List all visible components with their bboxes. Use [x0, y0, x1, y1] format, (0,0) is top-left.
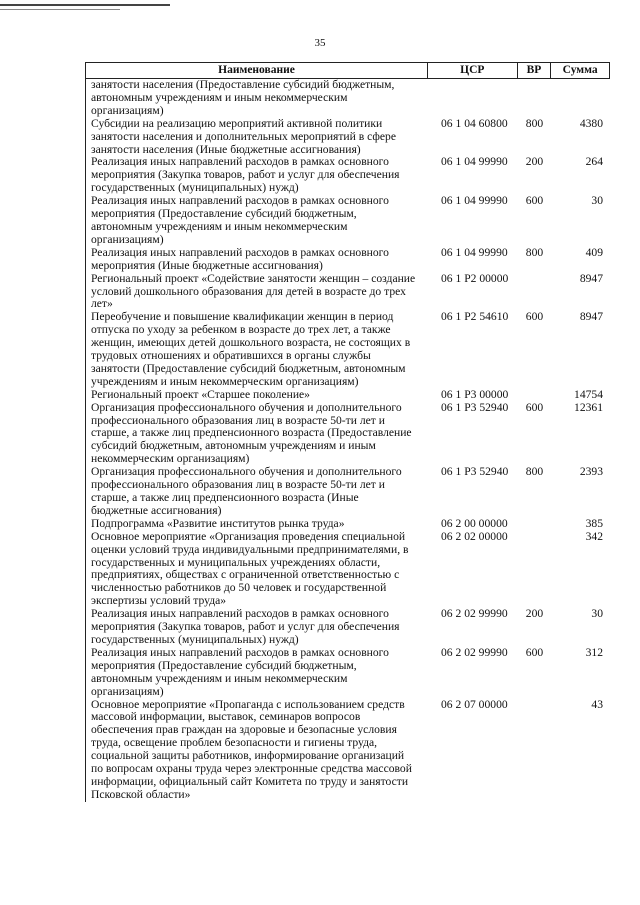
- table-row: [86, 247, 610, 273]
- row-name-line: Основное мероприятие «Пропаганда с использованием средств: [91, 697, 405, 711]
- row-sum: 385: [585, 516, 603, 530]
- row-sum: 2393: [579, 465, 603, 479]
- row-name-line: старше, а также лиц предпенсионного возраста (Иные: [91, 491, 359, 504]
- row-sum: 8947: [579, 310, 603, 324]
- row-name-line: социальной защиты работников, информирование организаций: [91, 749, 405, 763]
- header-vr: ВР: [518, 63, 552, 78]
- table-row: [86, 195, 610, 247]
- row-name: [86, 518, 429, 531]
- row-sum: [551, 79, 609, 118]
- row-name-line: профессионального образования лиц в возрасте 50-ти лет и: [91, 413, 385, 427]
- row-name-line: организациям): [91, 684, 164, 698]
- row-name-line: профессионального образования лиц в возрасте 50-ти лет и: [91, 478, 385, 492]
- row-vr: 800: [525, 116, 544, 130]
- row-vr: [518, 518, 551, 531]
- row-name-line: по вопросам охраны труда через электронные средства массовой: [91, 762, 412, 776]
- row-name-line: отпуска по уходу за ребенком в возрасте до трех лет, а также: [91, 323, 391, 337]
- row-sum: 312: [585, 645, 603, 659]
- row-sum: 30: [591, 607, 603, 621]
- row-sum: 409: [585, 245, 603, 259]
- row-name: [86, 466, 429, 518]
- row-name-line: государственных и муниципальных учреждениях области,: [91, 555, 381, 569]
- row-name: [86, 608, 429, 647]
- row-name-line: лет»: [91, 297, 113, 311]
- table-row: [86, 699, 610, 802]
- row-name-line: занятости (Предоставление субсидий бюджетным, автономным: [91, 361, 406, 375]
- row-csr: 06 1 P3 52940: [441, 465, 509, 479]
- row-vr: [518, 531, 551, 608]
- row-name-line: мероприятия (Закупка товаров, работ и услуг для обеспечения: [91, 620, 400, 634]
- table-header: [85, 62, 610, 79]
- row-csr: 06 1 04 99990: [441, 155, 508, 169]
- row-csr: 06 2 00 00000: [441, 516, 508, 530]
- row-name-line: экспертизы условий труда»: [91, 594, 227, 608]
- row-name: [86, 247, 429, 273]
- row-name-line: автономным учреждениям и иным некоммерческим: [91, 671, 348, 685]
- row-name: [86, 118, 429, 157]
- row-name: [86, 273, 429, 312]
- row-csr: 06 2 02 99990: [441, 607, 508, 621]
- row-name: [86, 647, 429, 699]
- row-vr: [518, 273, 551, 312]
- row-csr: 06 1 04 60800: [441, 116, 508, 130]
- table-row: [86, 156, 610, 195]
- row-vr: 600: [525, 400, 544, 414]
- page-number: 35: [314, 37, 326, 49]
- row-name-line: бюджетные ассигнования): [91, 503, 222, 517]
- row-csr: 06 2 02 99990: [441, 645, 508, 659]
- row-name-line: Организация профессионального обучения и дополнительного: [91, 400, 402, 414]
- row-name-line: мероприятия (Предоставление субсидий бюджетным,: [91, 658, 357, 672]
- row-vr: 600: [525, 310, 544, 324]
- budget-table: [85, 62, 610, 802]
- table-row: [86, 118, 610, 157]
- table-row: [86, 273, 610, 312]
- table-row: [86, 389, 610, 402]
- row-name-line: организациям): [91, 232, 164, 246]
- row-name-line: трудовых отношениях и обратившихся в органы службы: [91, 349, 371, 363]
- table-row: [86, 531, 610, 608]
- row-name-line: информации, официальный сайт Комитета по труду и занятости: [91, 774, 409, 788]
- row-name: [86, 402, 429, 467]
- row-name-line: Реализация иных направлений расходов в рамках основного: [91, 607, 389, 621]
- row-sum: 4380: [579, 116, 603, 130]
- row-name-line: некоммерческим организациям): [91, 452, 250, 466]
- row-csr: 06 1 04 99990: [441, 245, 508, 259]
- row-vr: 800: [525, 465, 544, 479]
- row-vr: 200: [525, 607, 544, 621]
- row-name-line: занятости населения (Предоставление субсидий бюджетным,: [91, 78, 395, 91]
- table-body: [85, 79, 610, 802]
- table-row: [86, 608, 610, 647]
- row-name-line: субсидий бюджетным, автономным учреждениям и иным: [91, 439, 376, 453]
- row-name: [86, 531, 429, 608]
- row-sum: 264: [585, 155, 603, 169]
- row-name-line: Реализация иных направлений расходов в рамках основного: [91, 194, 389, 208]
- row-csr: [429, 79, 518, 118]
- row-sum: 43: [591, 697, 603, 711]
- row-csr: 06 1 P2 54610: [441, 310, 509, 324]
- row-csr: 06 2 02 00000: [441, 529, 508, 543]
- table-row: [86, 402, 610, 467]
- row-name: [86, 195, 429, 247]
- row-sum: 342: [585, 529, 603, 543]
- table-row: [86, 647, 610, 699]
- row-name-line: занятости населения и дополнительных мероприятий в сфере: [91, 129, 396, 143]
- row-csr: 06 1 04 99990: [441, 194, 508, 208]
- table-row: [86, 518, 610, 531]
- row-name-line: Реализация иных направлений расходов в рамках основного: [91, 645, 389, 659]
- row-csr: 06 1 P2 00000: [441, 271, 509, 285]
- row-name-line: женщин, имеющих детей дошкольного возраста, не состоящих в: [91, 336, 411, 350]
- row-csr: 06 1 P3 52940: [441, 400, 509, 414]
- row-name-line: Реализация иных направлений расходов в рамках основного: [91, 245, 389, 259]
- row-name-line: Региональный проект «Содействие занятости женщин – создание: [91, 271, 416, 285]
- row-name: [86, 79, 429, 118]
- row-name-line: численностью работников до 50 человек и государственной: [91, 581, 387, 595]
- row-name-line: старше, а также лиц предпенсионного возраста (Предоставление: [91, 426, 412, 440]
- row-vr: 600: [525, 645, 544, 659]
- row-sum: 12361: [574, 400, 603, 414]
- row-name-line: обеспечения прав граждан на здоровые и безопасные условия: [91, 723, 397, 737]
- row-name: [86, 311, 429, 388]
- row-name-line: Реализация иных направлений расходов в рамках основного: [91, 155, 389, 169]
- row-name-line: учреждениям и иным некоммерческим организациям): [91, 374, 359, 388]
- row-sum: 8947: [579, 271, 603, 285]
- row-name-line: Подпрограмма «Развитие институтов рынка труда»: [91, 516, 345, 530]
- row-sum: 14754: [574, 387, 603, 401]
- row-name-line: занятости населения (Иные бюджетные ассигнования): [91, 142, 361, 156]
- table-row: [86, 466, 610, 518]
- row-name: [86, 156, 429, 195]
- header-sum: Сумма: [562, 64, 598, 76]
- row-name-line: условий дошкольного образования для детей в возрасте до трех: [91, 284, 406, 298]
- row-vr: 200: [525, 155, 544, 169]
- row-name: [86, 389, 429, 402]
- row-name-line: государственных (муниципальных) нужд): [91, 181, 299, 195]
- row-name-line: автономным учреждениям и иным некоммерческим: [91, 219, 348, 233]
- header-csr: ЦСР: [428, 63, 517, 78]
- row-csr: 06 1 P3 00000: [441, 387, 509, 401]
- header-name: Наименование: [86, 63, 428, 78]
- row-name-line: мероприятия (Закупка товаров, работ и услуг для обеспечения: [91, 168, 400, 182]
- row-name-line: оценки условий труда индивидуальными предпринимателями, в: [91, 542, 409, 556]
- row-name-line: мероприятия (Предоставление субсидий бюджетным,: [91, 207, 357, 221]
- scan-edge-mark: [0, 4, 170, 6]
- row-name-line: Псковской области»: [91, 787, 191, 801]
- row-name-line: государственных (муниципальных) нужд): [91, 632, 299, 646]
- row-csr: 06 2 07 00000: [441, 697, 508, 711]
- row-name-line: организациям): [91, 103, 164, 117]
- row-vr: 800: [525, 245, 544, 259]
- scan-edge-mark: [0, 9, 120, 10]
- row-name-line: Субсидии на реализацию мероприятий активной политики: [91, 116, 383, 130]
- row-name: [86, 699, 429, 802]
- row-name-line: Переобучение и повышение квалификации женщин в период: [91, 310, 394, 324]
- row-vr: [518, 79, 551, 118]
- row-vr: [518, 699, 551, 802]
- table-row: [86, 79, 610, 118]
- table-row: [86, 311, 610, 388]
- row-name-line: труда, освещение проблем безопасности и гигиены труда,: [91, 736, 378, 750]
- row-vr: [518, 389, 551, 402]
- row-name-line: Организация профессионального обучения и дополнительного: [91, 465, 402, 479]
- row-name-line: автономным учреждениям и иным некоммерческим: [91, 90, 348, 104]
- row-name-line: Региональный проект «Старшее поколение»: [91, 387, 310, 401]
- row-name-line: предприятиях, обществах с ограниченной ответственностью с: [91, 568, 400, 582]
- row-name-line: Основное мероприятие «Организация проведения специальной: [91, 529, 406, 543]
- row-name-line: массовой информации, выставок, семинаров вопросов: [91, 710, 361, 724]
- row-name-line: мероприятия (Иные бюджетные ассигнования): [91, 258, 323, 272]
- row-sum: 30: [591, 194, 603, 208]
- row-vr: 600: [525, 194, 544, 208]
